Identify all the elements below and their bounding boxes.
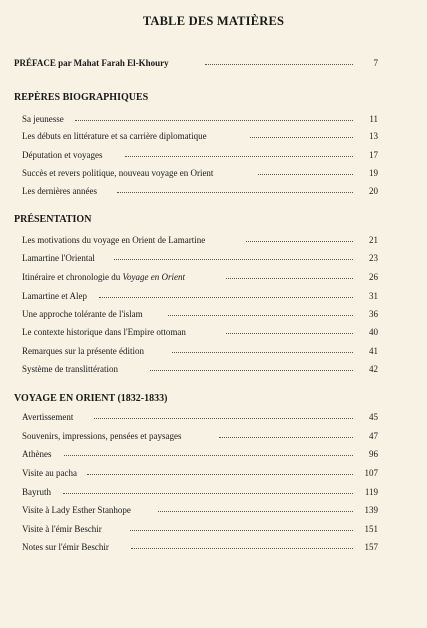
- toc-entry[interactable]: [0, 129, 427, 143]
- toc-page-number: 119: [364, 487, 378, 497]
- toc-page-number: 21: [369, 235, 378, 245]
- leader-dots: [94, 418, 353, 419]
- toc-entry-label: Visite au pacha: [22, 466, 80, 480]
- book-title-italic: Voyage en Orient: [122, 272, 185, 282]
- toc-page-number: 13: [369, 131, 378, 141]
- toc-entry-label-text: Itinéraire et chronologie du: [22, 272, 123, 282]
- leader-dots: [246, 241, 353, 242]
- toc-entry[interactable]: [0, 485, 427, 499]
- leader-dots: [172, 352, 353, 353]
- toc-entry-label: Les débuts en littérature et sa carrière diplomatique: [22, 129, 210, 143]
- leader-dots: [226, 278, 353, 279]
- toc-entry-label: Députation et voyages: [22, 148, 105, 162]
- toc-page-number: 45: [369, 412, 378, 422]
- toc-page-number: 40: [369, 327, 378, 337]
- toc-entry-label: Avertissement: [22, 410, 76, 424]
- toc-page-number: 41: [369, 346, 378, 356]
- preface-label: PRÉFACE par: [14, 58, 74, 68]
- toc-entry[interactable]: [0, 410, 427, 424]
- toc-entry[interactable]: [0, 166, 427, 180]
- leader-dots: [63, 493, 353, 494]
- toc-entry[interactable]: [0, 112, 427, 126]
- section-heading-voyage: VOYAGE EN ORIENT (1832-1833): [14, 393, 168, 404]
- toc-entry[interactable]: [0, 522, 427, 536]
- toc-entry-label: Visite à l'émir Beschir: [22, 522, 105, 536]
- toc-entry-label: Lamartine et Alep: [22, 289, 90, 303]
- toc-entry[interactable]: [0, 344, 427, 358]
- toc-entry-label: Notes sur l'émir Beschir: [22, 540, 112, 554]
- toc-entry-label: Souvenirs, impressions, pensées et paysages: [22, 429, 184, 443]
- toc-page-number: 47: [369, 431, 378, 441]
- toc-page-number: 7: [373, 58, 378, 68]
- toc-page-number: 11: [369, 114, 378, 124]
- toc-entry[interactable]: [0, 503, 427, 517]
- toc-entry[interactable]: [0, 429, 427, 443]
- toc-entry[interactable]: [0, 289, 427, 303]
- leader-dots: [75, 120, 353, 121]
- toc-entry[interactable]: [0, 307, 427, 321]
- toc-entry-label: Bayruth: [22, 485, 54, 499]
- section-heading-reperes: REPÈRES BIOGRAPHIQUES: [14, 92, 149, 103]
- toc-page-number: 139: [364, 505, 378, 515]
- toc-entry[interactable]: [0, 184, 427, 198]
- toc-page-number: 31: [369, 291, 378, 301]
- leader-dots: [87, 474, 353, 475]
- toc-entry[interactable]: [0, 148, 427, 162]
- toc-page-number: 151: [364, 524, 378, 534]
- section-heading-presentation: PRÉSENTATION: [14, 214, 92, 225]
- leader-dots: [64, 455, 353, 456]
- toc-entry-label: Visite à Lady Esther Stanhope: [22, 503, 134, 517]
- leader-dots: [131, 548, 353, 549]
- leader-dots: [205, 64, 353, 65]
- toc-entry[interactable]: [0, 447, 427, 461]
- toc-page-number: 26: [369, 272, 378, 282]
- toc-page-number: 36: [369, 309, 378, 319]
- leader-dots: [258, 174, 353, 175]
- toc-entry-preface[interactable]: [0, 56, 427, 70]
- toc-entry[interactable]: [0, 270, 427, 284]
- toc-page-number: 20: [369, 186, 378, 196]
- toc-page-number: 23: [369, 253, 378, 263]
- leader-dots: [114, 259, 353, 260]
- leader-dots: [125, 156, 353, 157]
- toc-entry-label: Sa jeunesse: [22, 112, 67, 126]
- toc-entry-label: Athènes: [22, 447, 55, 461]
- toc-page-number: 42: [369, 364, 378, 374]
- toc-entry-label: Les motivations du voyage en Orient de Lamartine: [22, 233, 208, 247]
- toc-page-number: 96: [369, 449, 378, 459]
- leader-dots: [226, 333, 353, 334]
- toc-entry-label: Le contexte historique dans l'Empire ottoman: [22, 325, 189, 339]
- leader-dots: [99, 297, 353, 298]
- leader-dots: [168, 315, 353, 316]
- toc-entry-label: Une approche tolérante de l'islam: [22, 307, 146, 321]
- page-title: TABLE DES MATIÈRES: [142, 14, 285, 28]
- leader-dots: [250, 137, 353, 138]
- toc-entry-label: Remarques sur la présente édition: [22, 344, 147, 358]
- toc-page-number: 157: [364, 542, 378, 552]
- leader-dots: [158, 511, 353, 512]
- toc-page-number: 107: [364, 468, 378, 478]
- leader-dots: [219, 437, 353, 438]
- toc-entry-label: [22, 270, 188, 284]
- toc-page-number: 19: [369, 168, 378, 178]
- leader-dots: [150, 370, 353, 371]
- toc-entry-label: Succès et revers politique, nouveau voyage en Orient: [22, 166, 216, 180]
- preface-author: Mahat Farah El-Khoury: [73, 58, 169, 68]
- toc-entry[interactable]: [0, 251, 427, 265]
- toc-entry-label: [14, 56, 172, 70]
- toc-page-number: 17: [369, 150, 378, 160]
- toc-entry-label: Lamartine l'Oriental: [22, 251, 98, 265]
- toc-entry[interactable]: [0, 325, 427, 339]
- toc-entry[interactable]: [0, 362, 427, 376]
- toc-entry[interactable]: [0, 233, 427, 247]
- toc-entry[interactable]: [0, 466, 427, 480]
- leader-dots: [117, 192, 353, 193]
- leader-dots: [130, 530, 353, 531]
- toc-entry-label: Système de translittération: [22, 362, 121, 376]
- toc-entry-label: Les dernières années: [22, 184, 100, 198]
- toc-entry[interactable]: [0, 540, 427, 554]
